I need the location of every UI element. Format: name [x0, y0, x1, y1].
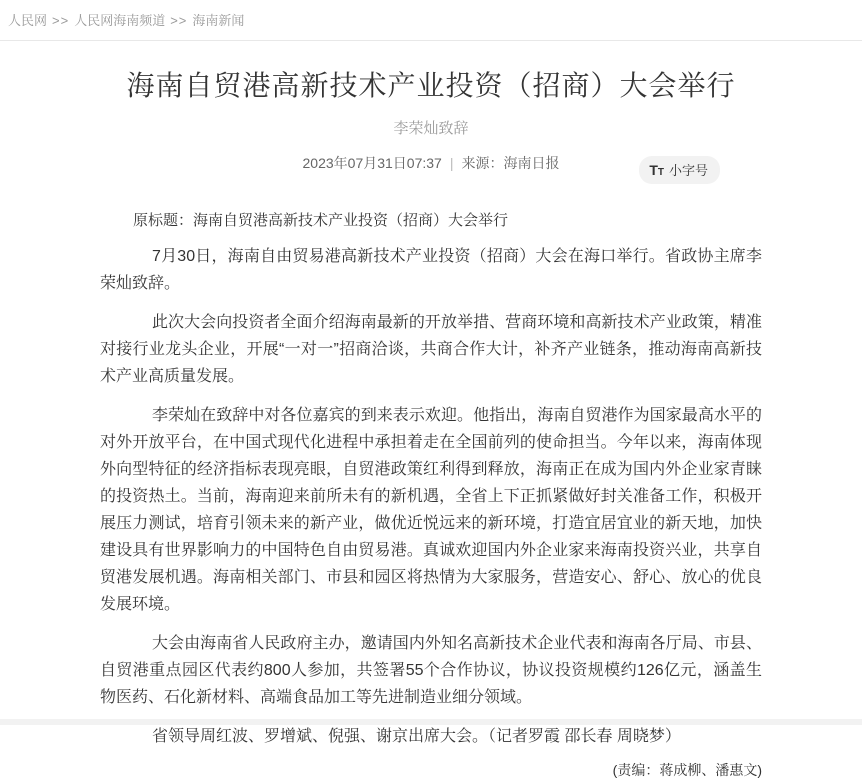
source-label: 来源： — [461, 155, 504, 171]
article-subtitle: 李荣灿致辞 — [393, 120, 469, 137]
article-paragraph: 此次大会向投资者全面介绍海南最新的开放举措、营商环境和高新技术产业政策，精准对接行业龙头企业，开展“一对一”招商洽谈，共商合作大计，补齐产业链条，推动海南高新技术产业高质量发展。 — [100, 314, 762, 385]
font-size-label: 小字号 — [668, 163, 708, 178]
page-bottom-strip — [0, 719, 862, 725]
article-paragraph: 7月30日，海南自由贸易港高新技术产业投资（招商）大会在海口举行。省政协主席李荣灿致辞。 — [100, 248, 762, 292]
font-size-button[interactable] — [639, 156, 720, 184]
breadcrumb-link-hainan-news[interactable]: 海南新闻 — [192, 13, 245, 28]
publish-date: 2023年07月31日07:37 — [302, 155, 442, 171]
meta-separator: | — [449, 155, 454, 171]
article-meta — [0, 153, 862, 173]
source-link[interactable]: 海南日报 — [503, 155, 560, 171]
breadcrumb-separator: >> — [170, 13, 188, 28]
original-title: 原标题：海南自贸港高新技术产业投资（招商）大会举行 — [133, 212, 509, 229]
article-body — [0, 211, 862, 780]
breadcrumb — [0, 0, 862, 41]
breadcrumb-link-people-net[interactable]: 人民网 — [8, 13, 48, 28]
font-size-icon: T T — [649, 161, 664, 178]
breadcrumb-link-hainan-channel[interactable]: 人民网海南频道 — [74, 13, 166, 28]
editor-note: (责编：蒋成柳、潘惠文) — [612, 762, 762, 778]
article-paragraph: 大会由海南省人民政府主办，邀请国内外知名高新技术企业代表和海南各厅局、市县、自贸港重点园区代表约800人参加，共签署55个合作协议，协议投资规模约126亿元，涵盖生物医药、石化新材料、高端食品加工等先进制造业细分领域。 — [100, 635, 762, 706]
article-paragraph: 省领导周红波、罗增斌、倪强、谢京出席大会。（记者罗霞 邵长春 周晓梦） — [152, 728, 681, 745]
article-paragraph: 李荣灿在致辞中对各位嘉宾的到来表示欢迎。他指出，海南自贸港作为国家最高水平的对外开放平台，在中国式现代化进程中承担着走在全国前列的使命担当。今年以来，海南体现外向型特征的经济指标表现亮眼，自贸港政策红利得到释放，海南正在成为国内外企业家青睐的投资热土。当前，海南迎来前所未有的新机遇，全省上下正抓紧做好封关准备工作，积极开展压力测试，培育引领未来的新产业，做优近悦远来的新环境，打造宜居宜业的新天地，加快建设具有世界影响力的中国特色自由贸易港。真诚欢迎国内外企业家来海南投资兴业，共享自贸港发展机遇。海南相关部门、市县和园区将热情为大家服务，营造安心、舒心、放心的优良发展环境。 — [100, 407, 762, 613]
breadcrumb-separator: >> — [52, 13, 70, 28]
page-title: 海南自贸港高新技术产业投资（招商）大会举行 — [126, 70, 736, 101]
